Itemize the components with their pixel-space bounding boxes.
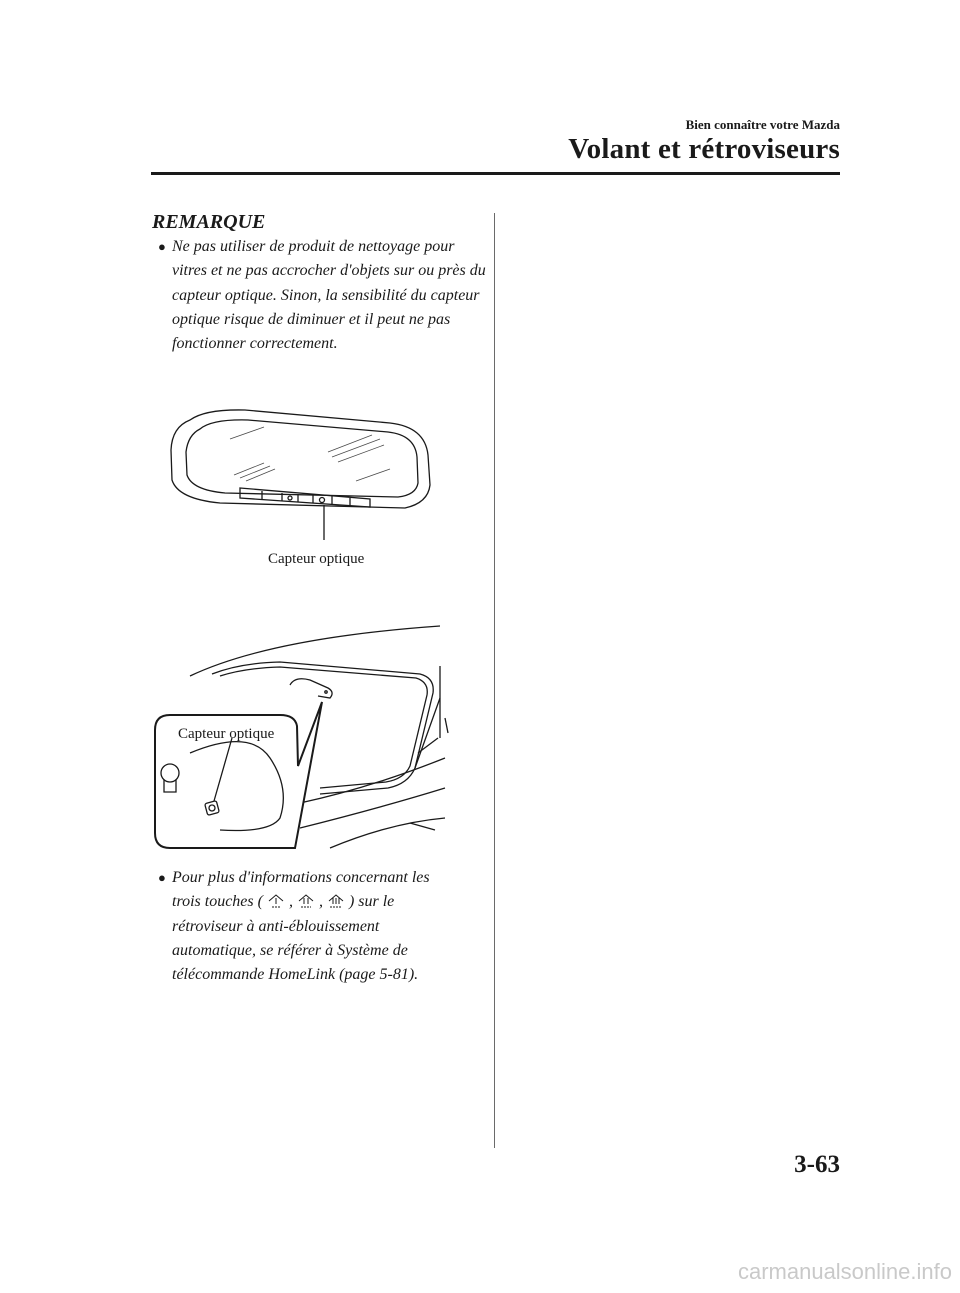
windshield-sensor-label: Capteur optique xyxy=(178,726,275,742)
homelink-3-icon xyxy=(327,893,345,909)
section-subtitle: Bien connaître votre Mazda xyxy=(685,117,840,132)
bullet-icon: ● xyxy=(158,239,166,254)
note-heading: REMARQUE xyxy=(152,211,266,233)
note-bullet-1 xyxy=(158,235,488,356)
bullet-2-line-5: télécommande HomeLink (page 5-81). xyxy=(172,966,419,984)
column-divider xyxy=(494,213,495,1148)
note-bullet-1-text: Ne pas utiliser de produit de nettoyage pour vitres et ne pas accrocher d'objets sur ou près du capteur optique. Sinon, la sensibilité du capteur optique risque de diminuer et il peut ne pas fonctionner correctement. xyxy=(172,238,486,353)
bullet-2-line-1: Pour plus d'informations concernant les xyxy=(172,869,430,886)
note-bullet-2 xyxy=(158,866,488,987)
bullet-2-line-2-suffix: ) sur le xyxy=(348,893,395,911)
page-title: Volant et rétroviseurs xyxy=(568,133,840,165)
bullet-2-line-4: automatique, se référer à Système de xyxy=(172,941,408,959)
mirror-sensor-label: Capteur optique xyxy=(268,551,365,567)
header-rule xyxy=(151,172,840,175)
bullet-icon: ● xyxy=(158,870,166,885)
note-bullet-2-text xyxy=(158,866,488,987)
watermark: carmanualsonline.info xyxy=(737,1259,952,1284)
homelink-1-icon xyxy=(267,893,285,909)
bullet-2-sep-2: , xyxy=(318,893,323,911)
homelink-2-icon xyxy=(297,893,315,909)
bullet-2-line-2-prefix: trois touches ( xyxy=(172,893,263,911)
bullet-2-sep-1: , xyxy=(288,893,293,911)
mirror-figure xyxy=(160,395,460,575)
windshield-figure xyxy=(150,618,450,858)
page-number: 3-63 xyxy=(794,1151,840,1178)
bullet-2-line-3: rétroviseur à anti-éblouissement xyxy=(172,917,380,935)
